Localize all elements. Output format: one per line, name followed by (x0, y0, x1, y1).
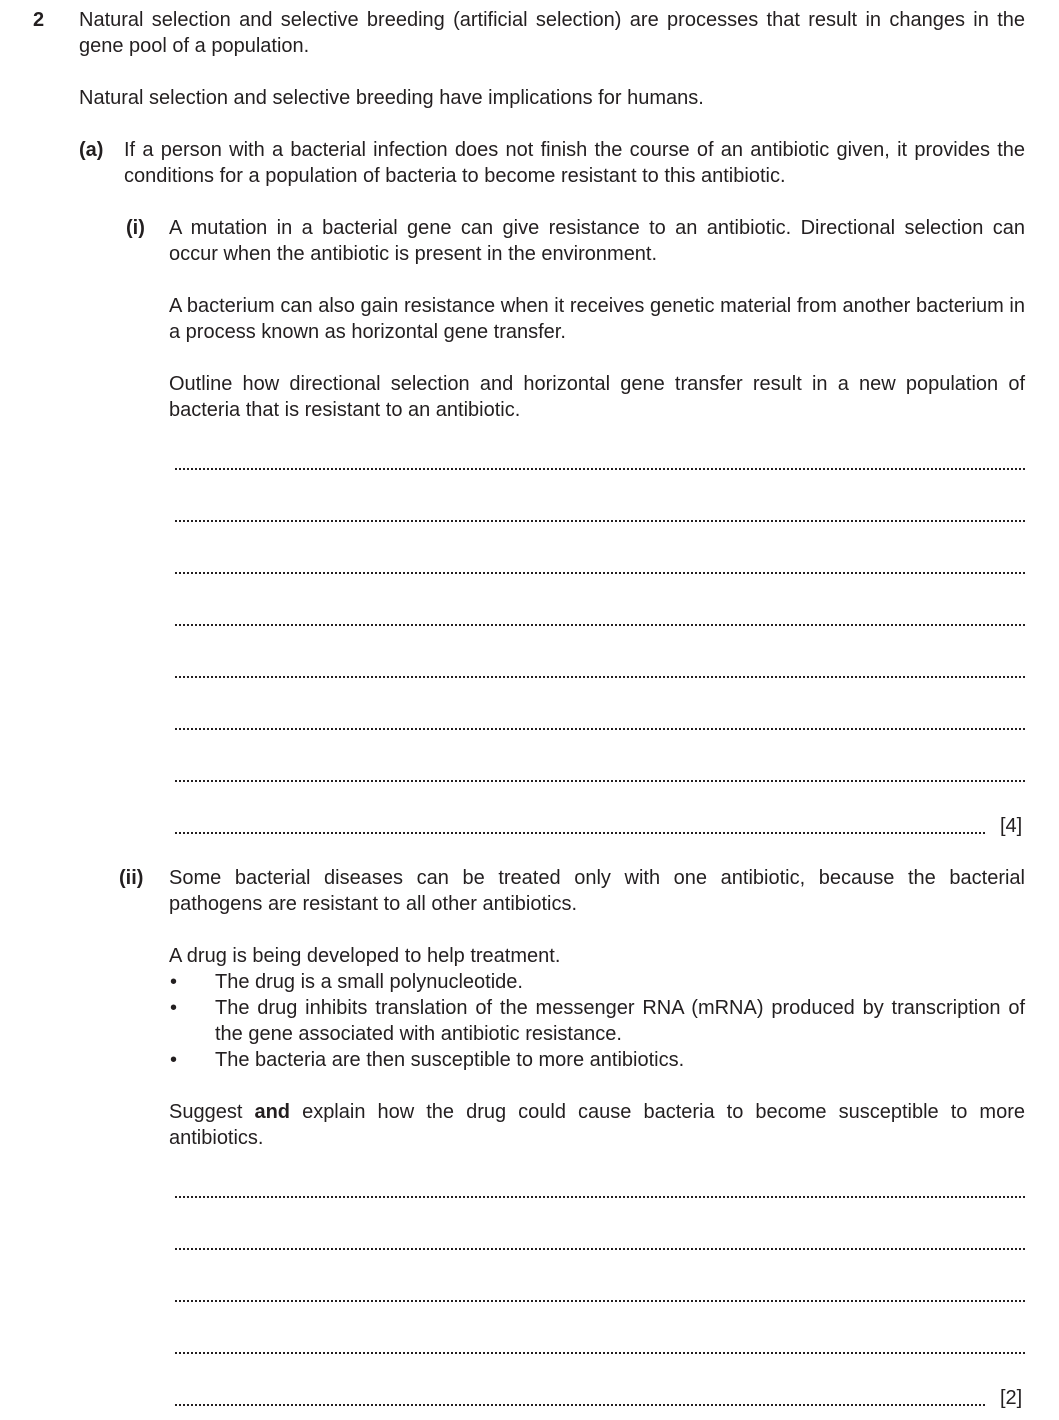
part-i-marks: [4] (1000, 815, 1023, 837)
bullet-marker: • (170, 971, 178, 993)
instruction-emphasis: and (254, 1101, 291, 1123)
answer-line[interactable] (175, 1352, 1025, 1354)
part-ii-text-diseases: Some bacterial diseases can be treated only with one antibiotic, because the bacterial pathogens are resistant to all other antibiotics. (169, 867, 1025, 915)
answer-line[interactable] (175, 1248, 1025, 1250)
part-i-text-mutation: A mutation in a bacterial gene can give resistance to an antibiotic. Directional selection can occur when the antibiotic is present in the environment. (169, 217, 1025, 265)
instruction-text: explain how the drug could cause bacteria to become susceptible to more antibiotics. (169, 1101, 1025, 1149)
answer-line[interactable] (175, 572, 1025, 574)
part-ii-marks: [2] (1000, 1387, 1023, 1409)
answer-line[interactable] (175, 832, 985, 834)
bullet-item: The drug inhibits translation of the messenger RNA (mRNA) produced by transcription of the gene associated with antibiotic resistance. (215, 997, 1025, 1045)
instruction-text: Suggest (169, 1101, 255, 1123)
question-intro: Natural selection and selective breeding (artificial selection) are processes that result in changes in the gene pool of a population. (79, 9, 1025, 57)
question-implications: Natural selection and selective breeding have implications for humans. (79, 87, 704, 109)
part-ii-text-drug: A drug is being developed to help treatment. (169, 945, 561, 967)
answer-line[interactable] (175, 676, 1025, 678)
part-i-text-horizontal-transfer: A bacterium can also gain resistance when it receives genetic material from another bacterium in a process known as horizontal gene transfer. (169, 295, 1025, 343)
answer-line[interactable] (175, 520, 1025, 522)
answer-line[interactable] (175, 780, 1025, 782)
part-ii-label: (ii) (119, 867, 144, 889)
answer-line[interactable] (175, 624, 1025, 626)
question-number: 2 (33, 9, 45, 31)
answer-line[interactable] (175, 1196, 1025, 1198)
bullet-marker: • (170, 1049, 178, 1071)
answer-line[interactable] (175, 1404, 985, 1406)
part-ii-instruction (169, 1099, 1025, 1151)
part-i-instruction: Outline how directional selection and horizontal gene transfer result in a new population of bacteria that is resistant to an antibiotic. (169, 373, 1025, 421)
answer-line[interactable] (175, 1300, 1025, 1302)
answer-line[interactable] (175, 728, 1025, 730)
part-a-label: (a) (79, 139, 104, 161)
bullet-marker: • (170, 997, 178, 1019)
bullet-item: The bacteria are then susceptible to more antibiotics. (215, 1049, 685, 1071)
part-i-label: (i) (126, 217, 145, 239)
answer-line[interactable] (175, 468, 1025, 470)
part-a-text: If a person with a bacterial infection does not finish the course of an antibiotic given, it provides the conditions for a population of bacteria to become resistant to this antibiotic. (124, 139, 1025, 187)
bullet-item: The drug is a small polynucleotide. (215, 971, 523, 993)
